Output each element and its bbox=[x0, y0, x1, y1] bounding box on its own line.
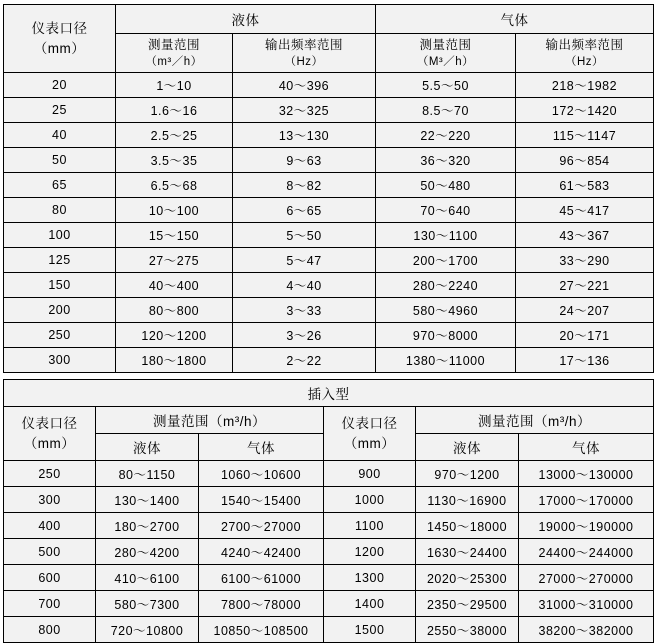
table-row bbox=[4, 487, 654, 513]
header-liquid-range-unit: （m³／h） bbox=[145, 55, 203, 68]
header-liquid-freq bbox=[233, 34, 376, 73]
cell-caliber-left: 700 bbox=[4, 591, 96, 617]
header-gas-right: 气体 bbox=[519, 434, 654, 461]
cell-caliber: 250 bbox=[4, 323, 116, 348]
cell-gas-freq: 43～367 bbox=[516, 223, 654, 248]
cell-liquid-range: 2.5～25 bbox=[116, 123, 233, 148]
table2-header-row-groups bbox=[4, 407, 654, 434]
cell-caliber: 150 bbox=[4, 273, 116, 298]
cell-caliber-left: 500 bbox=[4, 539, 96, 565]
header-liquid-range bbox=[116, 34, 233, 73]
cell-caliber-right: 1200 bbox=[324, 539, 416, 565]
table-row bbox=[4, 513, 654, 539]
header-caliber-right bbox=[324, 407, 416, 461]
cell-gas-left: 4240～42400 bbox=[199, 539, 324, 565]
header-caliber-left bbox=[4, 407, 96, 461]
cell-caliber: 200 bbox=[4, 298, 116, 323]
table-row bbox=[4, 348, 654, 373]
cell-gas-range: 970～8000 bbox=[376, 323, 516, 348]
header-gas-freq bbox=[516, 34, 654, 73]
table-row bbox=[4, 73, 654, 98]
cell-liquid-freq: 3～26 bbox=[233, 323, 376, 348]
header-caliber-unit: （mm） bbox=[33, 40, 86, 56]
cell-liquid-freq: 3～33 bbox=[233, 298, 376, 323]
cell-gas-freq: 115～1147 bbox=[516, 123, 654, 148]
cell-caliber-right: 1100 bbox=[324, 513, 416, 539]
cell-liquid-left: 80～1150 bbox=[96, 461, 199, 487]
cell-liquid-right: 1130～16900 bbox=[416, 487, 519, 513]
table-row bbox=[4, 123, 654, 148]
cell-caliber: 100 bbox=[4, 223, 116, 248]
cell-liquid-left: 180～2700 bbox=[96, 513, 199, 539]
cell-liquid-freq: 9～63 bbox=[233, 148, 376, 173]
cell-liquid-range: 10～100 bbox=[116, 198, 233, 223]
cell-liquid-range: 180～1800 bbox=[116, 348, 233, 373]
cell-gas-right: 13000～130000 bbox=[519, 461, 654, 487]
header-caliber bbox=[4, 5, 116, 73]
flow-range-table-insertion bbox=[3, 379, 654, 643]
table-row bbox=[4, 591, 654, 617]
header-gas-range-label: 测量范围 bbox=[419, 37, 472, 52]
cell-liquid-left: 410～6100 bbox=[96, 565, 199, 591]
cell-caliber-left: 400 bbox=[4, 513, 96, 539]
table-row bbox=[4, 173, 654, 198]
cell-liquid-freq: 2～22 bbox=[233, 348, 376, 373]
flow-range-table-standard bbox=[3, 4, 654, 373]
cell-caliber: 65 bbox=[4, 173, 116, 198]
table-row bbox=[4, 298, 654, 323]
table-row bbox=[4, 323, 654, 348]
cell-liquid-right: 2550～38000 bbox=[416, 617, 519, 643]
cell-gas-freq: 172～1420 bbox=[516, 98, 654, 123]
cell-liquid-right: 2350～29500 bbox=[416, 591, 519, 617]
cell-liquid-left: 580～7300 bbox=[96, 591, 199, 617]
header-caliber-label: 仪表口径 bbox=[31, 20, 88, 36]
header-gas-freq-unit: （Hz） bbox=[564, 55, 605, 68]
cell-gas-range: 22～220 bbox=[376, 123, 516, 148]
band-title-insertion: 插入型 bbox=[4, 380, 654, 407]
cell-gas-freq: 218～1982 bbox=[516, 73, 654, 98]
cell-liquid-left: 720～10800 bbox=[96, 617, 199, 643]
cell-gas-left: 1060～10600 bbox=[199, 461, 324, 487]
cell-caliber: 125 bbox=[4, 248, 116, 273]
cell-liquid-range: 3.5～35 bbox=[116, 148, 233, 173]
cell-gas-left: 1540～15400 bbox=[199, 487, 324, 513]
table-row bbox=[4, 539, 654, 565]
table-row bbox=[4, 248, 654, 273]
header-liquid-left: 液体 bbox=[96, 434, 199, 461]
header-group-gas: 气体 bbox=[376, 5, 654, 34]
cell-gas-left: 7800～78000 bbox=[199, 591, 324, 617]
band-title-row bbox=[4, 380, 654, 407]
header-group-liquid: 液体 bbox=[116, 5, 376, 34]
cell-gas-range: 200～1700 bbox=[376, 248, 516, 273]
table-header-row-groups bbox=[4, 5, 654, 34]
cell-gas-range: 70～640 bbox=[376, 198, 516, 223]
cell-caliber-right: 1400 bbox=[324, 591, 416, 617]
header-gas-left: 气体 bbox=[199, 434, 324, 461]
cell-caliber-left: 300 bbox=[4, 487, 96, 513]
cell-caliber: 25 bbox=[4, 98, 116, 123]
cell-gas-freq: 20～171 bbox=[516, 323, 654, 348]
cell-liquid-right: 970～1200 bbox=[416, 461, 519, 487]
cell-liquid-freq: 4～40 bbox=[233, 273, 376, 298]
cell-gas-range: 36～320 bbox=[376, 148, 516, 173]
cell-gas-right: 19000～190000 bbox=[519, 513, 654, 539]
header-liquid-right: 液体 bbox=[416, 434, 519, 461]
cell-liquid-range: 40～400 bbox=[116, 273, 233, 298]
cell-liquid-freq: 40～396 bbox=[233, 73, 376, 98]
cell-liquid-range: 27～275 bbox=[116, 248, 233, 273]
cell-caliber: 40 bbox=[4, 123, 116, 148]
cell-caliber: 80 bbox=[4, 198, 116, 223]
cell-liquid-freq: 8～82 bbox=[233, 173, 376, 198]
cell-caliber-right: 1000 bbox=[324, 487, 416, 513]
cell-liquid-range: 80～800 bbox=[116, 298, 233, 323]
cell-liquid-range: 15～150 bbox=[116, 223, 233, 248]
header-caliber-left-unit: （mm） bbox=[23, 435, 76, 451]
header-caliber-right-label: 仪表口径 bbox=[341, 415, 398, 431]
cell-liquid-range: 1～10 bbox=[116, 73, 233, 98]
header-caliber-right-unit: （mm） bbox=[343, 435, 396, 451]
cell-caliber-right: 1300 bbox=[324, 565, 416, 591]
header-liquid-freq-unit: （Hz） bbox=[284, 55, 324, 68]
cell-gas-left: 10850～108500 bbox=[199, 617, 324, 643]
header-liquid-freq-label: 输出频率范围 bbox=[264, 37, 343, 52]
cell-caliber: 20 bbox=[4, 73, 116, 98]
cell-gas-freq: 27～221 bbox=[516, 273, 654, 298]
header-group-range-left: 测量范围（m³/h） bbox=[96, 407, 324, 434]
header-gas-range-unit: （M³／h） bbox=[416, 55, 475, 68]
table-row bbox=[4, 148, 654, 173]
table-row bbox=[4, 565, 654, 591]
cell-caliber-left: 800 bbox=[4, 617, 96, 643]
cell-liquid-left: 280～4200 bbox=[96, 539, 199, 565]
cell-gas-range: 50～480 bbox=[376, 173, 516, 198]
cell-caliber-left: 250 bbox=[4, 461, 96, 487]
table-row bbox=[4, 461, 654, 487]
cell-liquid-range: 120～1200 bbox=[116, 323, 233, 348]
cell-gas-right: 24400～244000 bbox=[519, 539, 654, 565]
cell-gas-right: 27000～270000 bbox=[519, 565, 654, 591]
table-row bbox=[4, 273, 654, 298]
cell-liquid-right: 1450～18000 bbox=[416, 513, 519, 539]
table-row bbox=[4, 98, 654, 123]
header-gas-range bbox=[376, 34, 516, 73]
cell-liquid-range: 6.5～68 bbox=[116, 173, 233, 198]
cell-caliber: 50 bbox=[4, 148, 116, 173]
cell-gas-freq: 96～854 bbox=[516, 148, 654, 173]
header-liquid-range-label: 测量范围 bbox=[147, 37, 200, 52]
cell-gas-left: 2700～27000 bbox=[199, 513, 324, 539]
cell-gas-range: 280～2240 bbox=[376, 273, 516, 298]
cell-liquid-freq: 5～47 bbox=[233, 248, 376, 273]
cell-liquid-right: 2020～25300 bbox=[416, 565, 519, 591]
cell-gas-range: 1380～11000 bbox=[376, 348, 516, 373]
cell-gas-range: 580～4960 bbox=[376, 298, 516, 323]
cell-gas-range: 5.5～50 bbox=[376, 73, 516, 98]
cell-liquid-range: 1.6～16 bbox=[116, 98, 233, 123]
cell-liquid-right: 1630～24400 bbox=[416, 539, 519, 565]
table-row bbox=[4, 198, 654, 223]
cell-liquid-left: 130～1400 bbox=[96, 487, 199, 513]
cell-gas-freq: 61～583 bbox=[516, 173, 654, 198]
cell-liquid-freq: 6～65 bbox=[233, 198, 376, 223]
cell-gas-left: 6100～61000 bbox=[199, 565, 324, 591]
cell-gas-right: 17000～170000 bbox=[519, 487, 654, 513]
cell-gas-freq: 45～417 bbox=[516, 198, 654, 223]
cell-gas-range: 8.5～70 bbox=[376, 98, 516, 123]
header-group-range-right: 测量范围（m³/h） bbox=[416, 407, 654, 434]
cell-liquid-freq: 5～50 bbox=[233, 223, 376, 248]
cell-gas-freq: 33～290 bbox=[516, 248, 654, 273]
header-caliber-left-label: 仪表口径 bbox=[21, 415, 78, 431]
cell-gas-freq: 24～207 bbox=[516, 298, 654, 323]
cell-caliber-right: 900 bbox=[324, 461, 416, 487]
cell-gas-right: 38200～382000 bbox=[519, 617, 654, 643]
table-row bbox=[4, 223, 654, 248]
cell-caliber-right: 1500 bbox=[324, 617, 416, 643]
cell-caliber-left: 600 bbox=[4, 565, 96, 591]
cell-gas-right: 31000～310000 bbox=[519, 591, 654, 617]
cell-liquid-freq: 13～130 bbox=[233, 123, 376, 148]
cell-caliber: 300 bbox=[4, 348, 116, 373]
cell-liquid-freq: 32～325 bbox=[233, 98, 376, 123]
cell-gas-range: 130～1100 bbox=[376, 223, 516, 248]
header-gas-freq-label: 输出频率范围 bbox=[545, 37, 624, 52]
table-row bbox=[4, 617, 654, 643]
cell-gas-freq: 17～136 bbox=[516, 348, 654, 373]
